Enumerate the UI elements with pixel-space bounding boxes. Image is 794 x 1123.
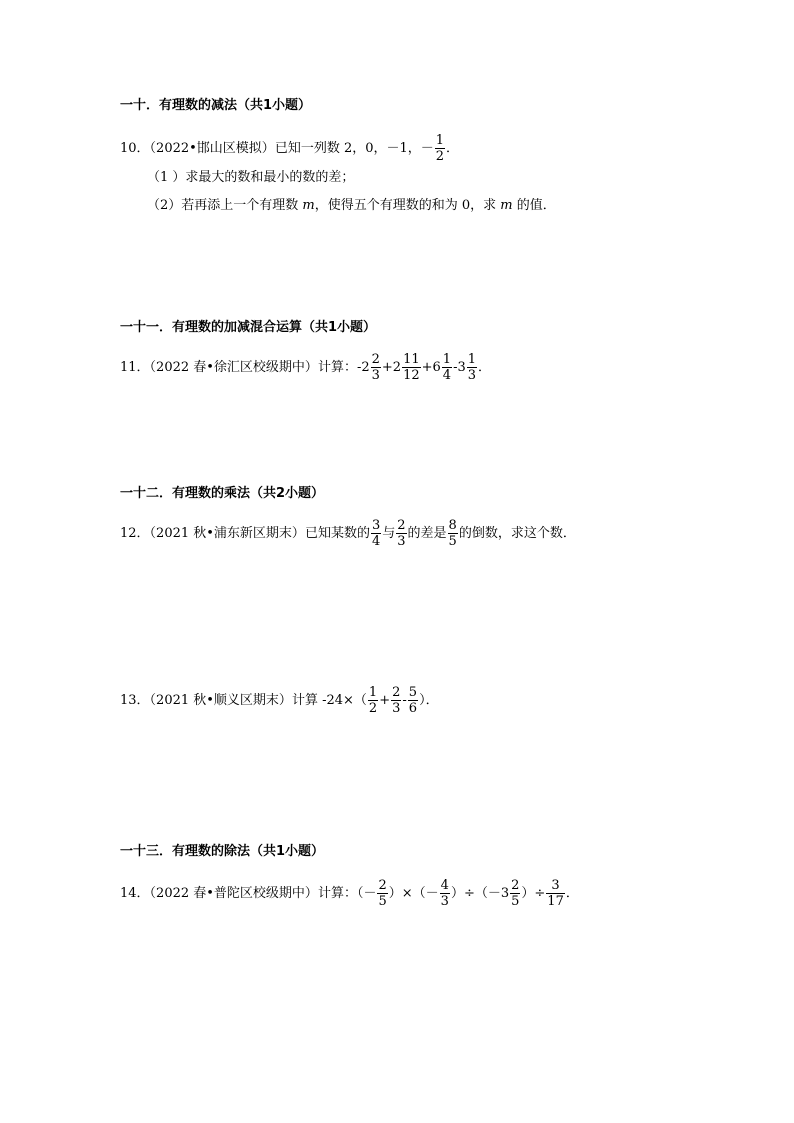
subquestion-text: ，使得五个有理数的和为 0，求 [314,198,501,213]
problem-text: ）×（－ [388,886,439,901]
problem-text: 的差是 [407,526,447,541]
numerator: 3 [371,518,381,533]
fraction [442,352,452,383]
variable-m: m [302,198,315,213]
problem-10 [120,133,459,164]
numerator: 2 [371,352,380,367]
numerator: 11 [403,352,420,367]
whole-part: -2 [356,360,370,375]
problem-text: + [379,693,391,708]
numerator: 1 [368,685,378,700]
problem-number: 12． [120,526,150,541]
problem-text: （－ [356,886,377,901]
fraction [510,878,520,909]
fraction [546,878,565,909]
section-heading-10: 一十．有理数的减法（共1小题） [120,98,312,113]
denominator: 12 [403,368,420,383]
fraction [402,352,421,383]
subquestion-1: （1 ）求最大的数和最小的数的差； [147,170,355,185]
denominator: 3 [371,368,380,383]
numerator: 1 [467,352,477,367]
problem-label: 计算： [317,886,357,901]
problem-text: ． [565,886,579,901]
fraction [371,352,381,383]
problem-13 [120,685,439,716]
numerator: 1 [442,352,452,367]
subquestion-text: 的值． [512,198,556,213]
problem-number: 13． [120,693,150,708]
problem-text: 已知一列数 2，0，－1，－ [274,141,434,156]
denominator: 4 [371,534,381,549]
section-heading-11: 一十一．有理数的加减混合运算（共1小题） [120,320,377,335]
numerator: 2 [378,878,387,893]
problem-number: 11． [120,360,150,375]
subquestion-2 [147,196,556,216]
mixed-number [453,352,478,383]
denominator: 3 [397,534,406,549]
fraction [467,352,477,383]
problem-text: -24×（ [322,693,367,708]
fraction [440,878,450,909]
fraction [448,518,458,549]
problem-12 [120,518,576,549]
numerator: 3 [551,878,560,893]
denominator: 3 [392,701,401,716]
problem-text: 与 [382,526,396,541]
variable-m: m [500,198,513,213]
numerator: 8 [448,518,457,533]
problem-label: 计算： [317,360,357,375]
fraction [396,518,406,549]
whole-part: -3 [453,360,466,375]
denominator: 6 [408,701,418,716]
whole-part: +6 [421,360,441,375]
problem-text: ． [446,141,460,156]
problem-text: ）÷（－3 [450,886,510,901]
denominator: 17 [547,894,564,909]
mixed-number [421,352,453,383]
denominator: 2 [368,701,378,716]
numerator: 2 [511,878,520,893]
subquestion-text: （2）若再添上一个有理数 [147,198,303,213]
problem-text: ． [478,360,492,375]
mixed-number [381,352,422,383]
mixed-number [356,352,382,383]
problem-source: （2022 春•普陀区校级期中） [149,886,318,901]
problem-source: （2021 秋•顺义区期末） [149,693,292,708]
numerator: 5 [408,685,418,700]
problem-number: 14． [120,886,150,901]
fraction [368,685,378,716]
problem-11 [120,352,491,383]
denominator: 4 [442,368,452,383]
fraction [371,518,381,549]
problem-text: ）． [419,693,439,708]
section-heading-13: 一十三．有理数的除法（共1小题） [120,844,325,859]
problem-text: - [402,693,407,708]
denominator: 3 [440,894,449,909]
fraction [408,685,418,716]
whole-part: +2 [381,360,402,375]
fraction [435,133,445,164]
denominator: 3 [467,368,477,383]
problem-number: 10． [120,141,150,156]
numerator: 2 [392,685,401,700]
fraction [377,878,387,909]
problem-text: 已知某数的 [304,526,370,541]
fraction [391,685,401,716]
problem-source: （2022 春•徐汇区校级期中） [149,360,318,375]
problem-source: （2022•邯山区模拟） [149,141,275,156]
problem-source: （2021 秋•浦东新区期末） [149,526,305,541]
problem-text: ）÷ [521,886,546,901]
problem-text: 的倒数，求这个数． [458,526,576,541]
denominator: 5 [511,894,520,909]
numerator: 4 [440,878,449,893]
denominator: 5 [448,534,457,549]
problem-label: 计算 [291,693,323,708]
numerator: 2 [397,518,406,533]
numerator: 1 [435,133,445,148]
denominator: 2 [435,149,445,164]
problem-14 [120,878,579,909]
denominator: 5 [378,894,387,909]
section-heading-12: 一十二．有理数的乘法（共2小题） [120,486,325,501]
